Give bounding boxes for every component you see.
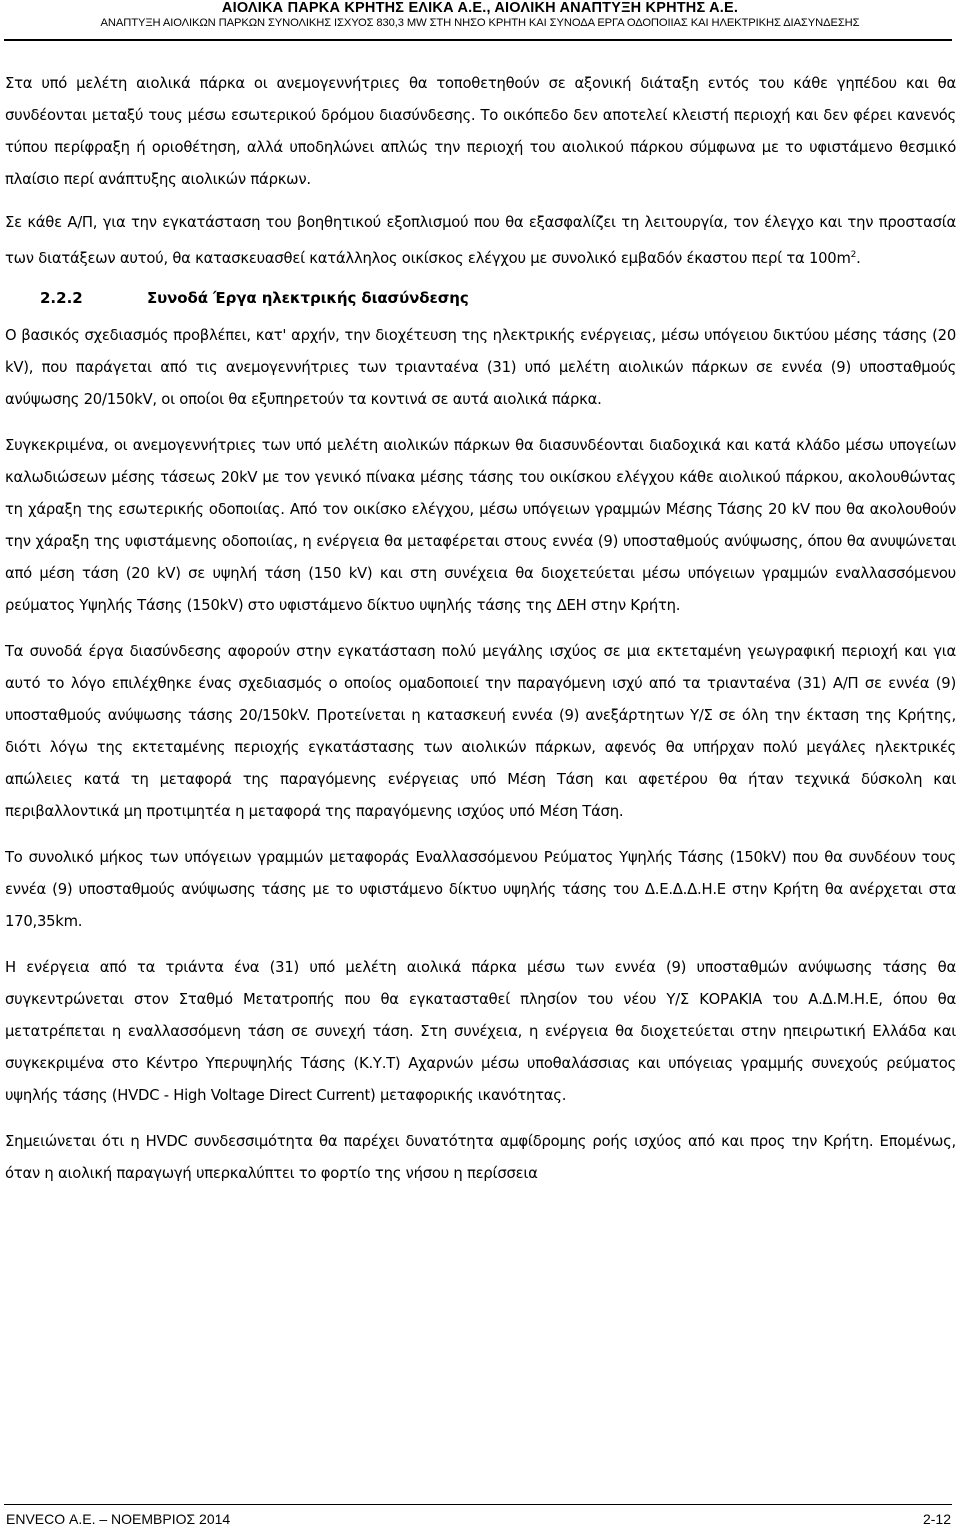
paragraph-total-length: Το συνολικό μήκος των υπόγειων γραμμών μεταφοράς Εναλλασσόμενου Ρεύματος Υψηλής Τάσης (150kV) που θα συνδέουν τους εννέα (9) υποσταθμούς ανύψωσης τάσης με το υφιστάμενο δίκτυο υψηλής τάσης του Δ.Ε.Δ.Δ.Η.Ε στην Κρήτη θα ανέρχεται στα 170,35km. — [5, 848, 956, 930]
paragraph-specifically: Συγκεκριμένα, οι ανεμογεννήτριες των υπό μελέτη αιολικών πάρκων θα διασυνδέονται διαδοχικά και κατά κλάδο μέσω υπογείων καλωδιώσεων μέσης τάσεως 20kV με τον γενικό πίνακα μέσης τάσης του οικίσκου ελέγχου κάθε αιολικού πάρκου, ακολουθώντας τη χάραξη της εσωτερικής οδοποιίας. Από τον οικίσκο ελέγχου, μέσω υπόγειων γραμμών Μέσης Τάσης 20 kV που θα ακολουθούν την χάραξη της υφιστάμενης οδοποιίας, η ενέργεια θα μεταφέρεται στους εννέα (9) υποσταθμούς ανύψωσης, όπου θα ανυψώνεται από μέση τάση (20 kV) σε υψηλή τάση (150 kV) και στη συνέχεια θα διοχετεύεται μέσω υπόγειων γραμμών εναλλασσόμενου ρεύματος Υψηλής Τάσης (150kV) στο υφιστάμενο δίκτυο υψηλής τάσης της ΔΕΗ στην Κρήτη. — [5, 436, 956, 614]
paragraph-control-building — [5, 207, 956, 275]
paragraph-energy-conversion: Η ενέργεια από τα τριάντα ένα (31) υπό μελέτη αιολικά πάρκα μέσω των εννέα (9) υποσταθμών ανύψωσης τάσης θα συγκεντρώνεται στον Σταθμό Μετατροπής που θα εγκατασταθεί πλησίον του νέου Υ/Σ ΚΟΡΑΚΙΑ του Α.Δ.Μ.Η.Ε, όπου θα μετατρέπεται η εναλλασσόμενη τάση σε συνεχή τάση. Στη συνέχεια, η ενέργεια θα διοχετεύεται στην ηπειρωτική Ελλάδα και συγκεκριμένα στο Κέντρο Υπερυψηλής Τάσης (Κ.Υ.Τ) Αχαρνών μέσω υποθαλάσσιας και υπόγειας γραμμής συνεχούς ρεύματος υψηλής τάσης (HVDC - High Voltage Direct Current) μεταφορικής ικανότητας. — [5, 958, 956, 1104]
paragraph-control-building-end: . — [856, 249, 861, 267]
superscript-2: 2 — [850, 250, 857, 260]
footer-company-date: ENVECO Α.Ε. – ΝΟΕΜΒΡΙΟΣ 2014 — [6, 1511, 231, 1527]
paragraph-interconnection-works: Τα συνοδά έργα διασύνδεσης αφορούν στην εγκατάσταση πολύ μεγάλης ισχύος σε μια εκτεταμένη γεωγραφική περιοχή και για αυτό το λόγο επιλέχθηκε ένας σχεδιασμός ο οποίος ομαδοποιεί την παραγόμενη ισχύ από τα τριανταένα (31) Α/Π σε εννέα (9) υποσταθμούς ανύψωσης τάσης 20/150kV. Προτείνεται η κατασκευή εννέα (9) ανεξάρτητων Υ/Σ σε όλη την έκταση της Κρήτης, διότι λόγω της εκτεταμένης περιοχής εγκατάστασης των αιολικών πάρκων, αφενός θα υπήρχαν πολύ μεγάλες ηλεκτρικές απώλειες κατά τη μεταφορά της παραγόμενης ενέργειας υπό Μέση Τάση και αφετέρου θα ήταν τεχνικά δύσκολη και περιβαλλοντικά μη προτιμητέα η μεταφορά της παραγόμενης ισχύος υπό Μέση Τάση. — [5, 642, 956, 820]
section-heading — [5, 282, 956, 314]
document-body — [5, 68, 956, 1190]
paragraph-wind-turbine-layout: Στα υπό μελέτη αιολικά πάρκα οι ανεμογεννήτριες θα τοποθετηθούν σε αξονική διάταξη εντός του κάθε γηπέδου και θα συνδέονται μεταξύ τους μέσω εσωτερικού δρόμου διασύνδεσης. Το οικόπεδο δεν αποτελεί κλειστή περιοχή και δεν φέρει κανενός τύπου περίφραξη ή οριοθέτηση, αλλά υποδηλώνει απλώς την περιοχή του αιολικού πάρκου σύμφωνα με το υφιστάμενο θεσμικό πλαίσιο περί ανάπτυξης αιολικών πάρκων. — [5, 75, 956, 188]
section-number: 2.2.2 — [40, 288, 83, 307]
paragraph-hvdc-note: Σημειώνεται ότι η HVDC συνδεσσιμότητα θα παρέχει δυνατότητα αμφίδρομης ροής ισχύος από και προς την Κρήτη. Επομένως, όταν η αιολική παραγωγή υπερκαλύπτει το φορτίο της νήσου η περίσσεια — [5, 1132, 956, 1182]
section-title: Συνοδά Έργα ηλεκτρικής διασύνδεσης — [147, 288, 469, 307]
header-divider — [4, 39, 952, 41]
page-number: 2-12 — [922, 1511, 951, 1527]
header-subtitle: ΑΝΑΠΤΥΞΗ ΑΙΟΛΙΚΩΝ ΠΑΡΚΩΝ ΣΥΝΟΛΙΚΗΣ ΙΣΧΥΟΣ 830,3 MW ΣΤΗ ΝΗΣΟ ΚΡΗΤΗ ΚΑΙ ΣΥΝΟΔΑ ΕΡΓΑ ΟΔΟΠΟΙΙΑΣ ΚΑΙ ΗΛΕΚΤΡΙΚΗΣ ΔΙΑΣΥΝΔΕΣΗΣ — [100, 17, 860, 29]
header-title: ΑΙΟΛΙΚΑ ΠΑΡΚΑ ΚΡΗΤΗΣ ΕΛΙΚΑ Α.Ε., ΑΙΟΛΙΚΗ ΑΝΑΠΤΥΞΗ ΚΡΗΤΗΣ Α.Ε. — [221, 0, 739, 16]
paragraph-basic-design: Ο βασικός σχεδιασμός προβλέπει, κατ' αρχήν, την διοχέτευση της ηλεκτρικής ενέργειας, μέσω υπόγειου δικτύου μέσης τάσης (20 kV), που παράγεται από τις ανεμογεννήτριες των τριανταένα (31) υπό μελέτη αιολικών πάρκων σε εννέα (9) υποσταθμούς ανύψωσης 20/150kV, οι οποίοι θα εξυπηρετούν τα κοντινά σε αυτά αιολικά πάρκα. — [5, 326, 956, 408]
paragraph-control-building-text: Σε κάθε Α/Π, για την εγκατάσταση του βοηθητικού εξοπλισμού που θα εξασφαλίζει τη λειτουργία, τον έλεγχο και την προστασία των διατάξεων αυτού, θα κατασκευασθεί κατάλληλος οικίσκος ελέγχου με συνολικό εμβαδόν έκαστου περί τα 100m — [5, 214, 956, 267]
page-header — [0, 0, 960, 31]
page-footer — [6, 1509, 951, 1529]
footer-divider — [4, 1504, 952, 1505]
